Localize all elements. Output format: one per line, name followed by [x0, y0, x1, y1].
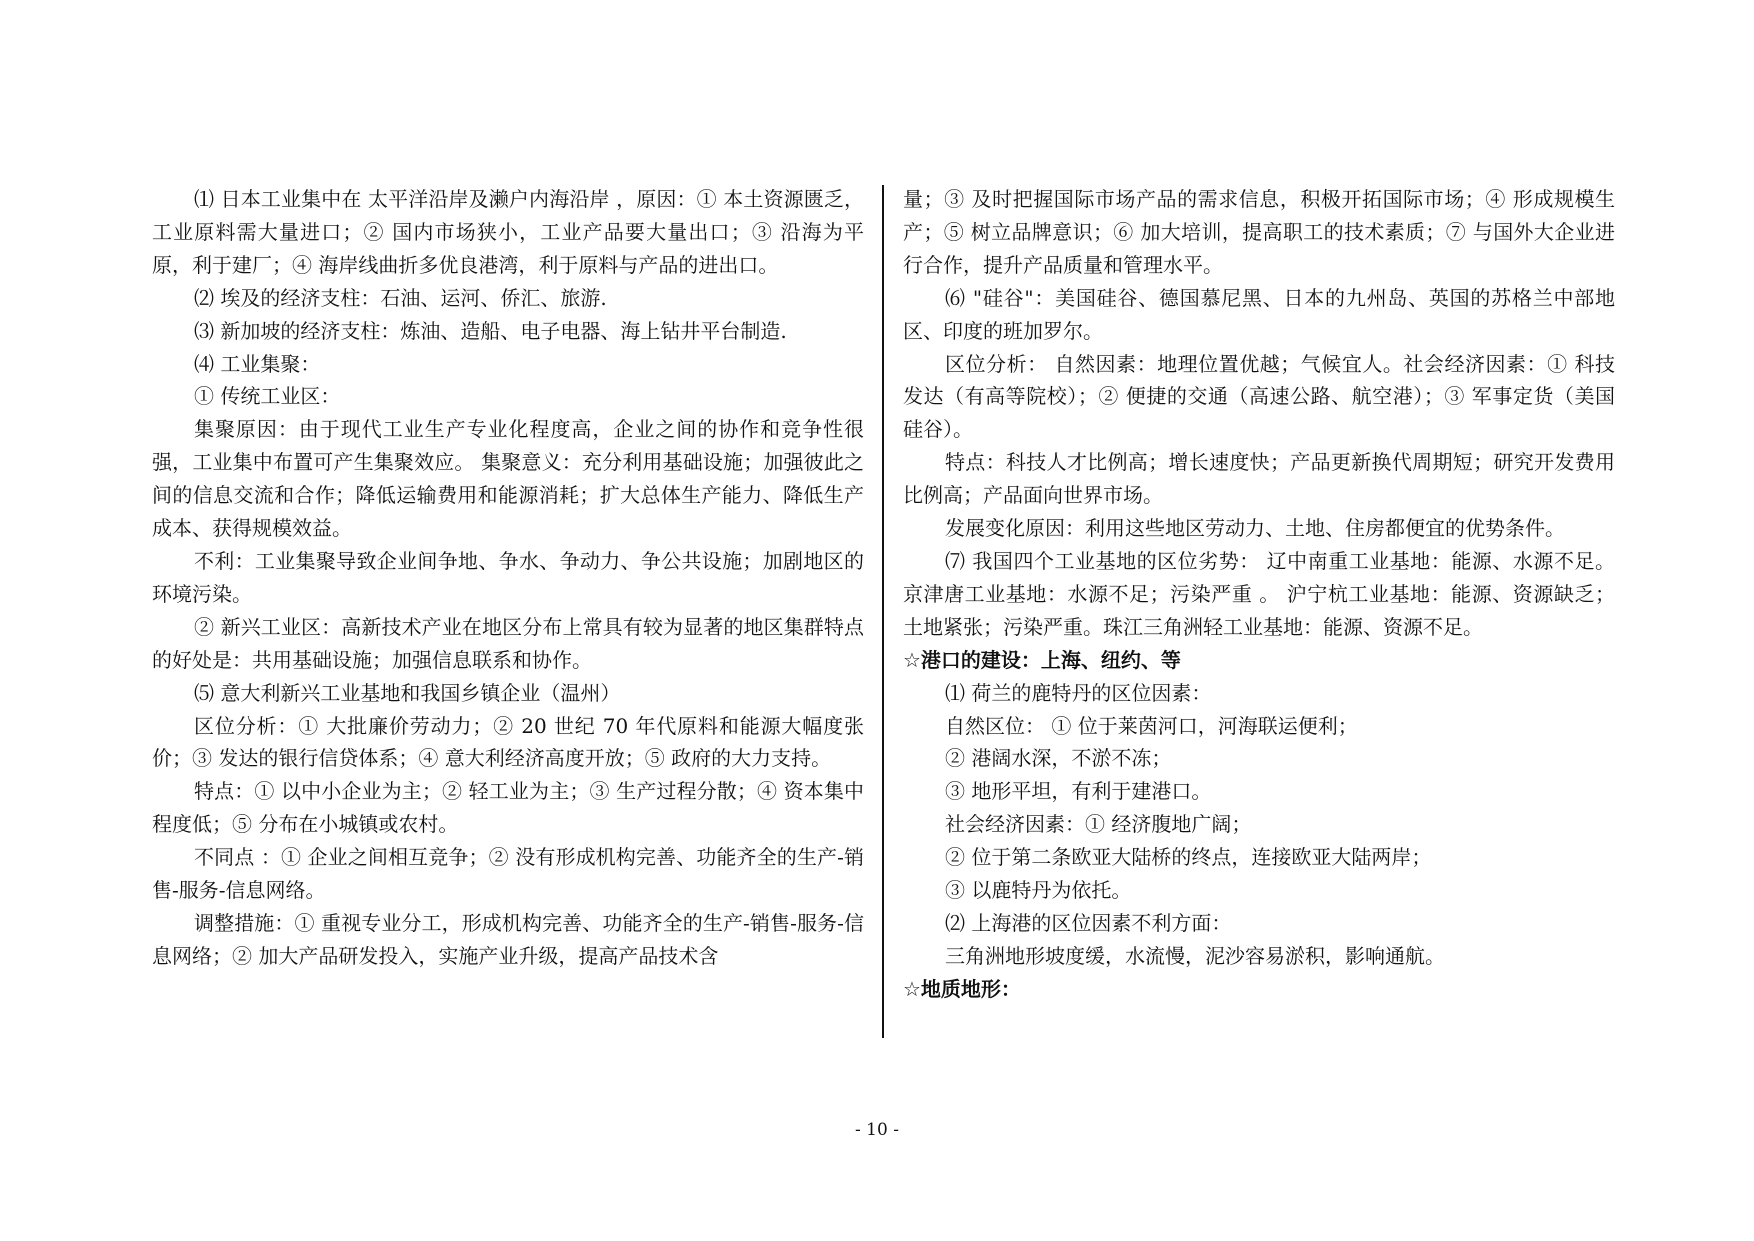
page-number: - 10 - — [855, 1120, 899, 1140]
left-column — [152, 183, 864, 973]
paragraph: 三角洲地形坡度缓，水流慢，泥沙容易淤积，影响通航。 — [945, 943, 1445, 968]
column-divider — [882, 185, 884, 1038]
section-heading: ☆地质地形： — [903, 976, 1021, 1001]
paragraph: ⑸ 意大利新兴工业基地和我国乡镇企业（温州） — [194, 680, 621, 705]
right-column — [903, 183, 1615, 1006]
paragraph: 发展变化原因：利用这些地区劳动力、土地、住房都便宜的优势条件。 — [945, 516, 1565, 541]
paragraph: 特点：科技人才比例高；增长速度快；产品更新换代周期短；研究开发费用比例高；产品面向世界市场。 — [903, 450, 1615, 508]
paragraph: ② 位于第二条欧亚大陆桥的终点，连接欧亚大陆两岸； — [945, 845, 1432, 870]
paragraph: ② 新兴工业区：高新技术产业在地区分布上常具有较为显著的地区集群特点的好处是：共用基础设施；加强信息联系和协作。 — [152, 614, 864, 672]
paragraph: ⑶ 新加坡的经济支柱：炼油、造船、电子电器、海上钻井平台制造. — [194, 318, 787, 343]
paragraph: ⑴ 日本工业集中在 太平洋沿岸及濑户内海沿岸 ，原因：① 本土资源匮乏，工业原料需大量进口；② 国内市场狭小，工业产品要大量出口；③ 沿海为平原，利于建厂；④ 海岸线曲折多优良港湾，利于原料与产品的进出口。 — [152, 187, 864, 277]
paragraph: ⑷ 工业集聚： — [194, 351, 321, 376]
section-heading: ☆港口的建设：上海、纽约、等 — [903, 647, 1181, 672]
paragraph: 自然区位： ① 位于莱茵河口，河海联运便利； — [945, 713, 1358, 738]
paragraph: 特点：① 以中小企业为主；② 轻工业为主；③ 生产过程分散；④ 资本集中程度低；⑤ 分布在小城镇或农村。 — [152, 779, 864, 837]
paragraph: 社会经济因素：① 经济腹地广阔； — [945, 812, 1252, 837]
paragraph: 区位分析：① 大批廉价劳动力；② 20 世纪 70 年代原料和能源大幅度张价；③ 发达的银行信贷体系；④ 意大利经济高度开放；⑤ 政府的大力支持。 — [152, 713, 864, 771]
paragraph: ⑹ "硅谷"：美国硅谷、德国慕尼黑、日本的九州岛、英国的苏格兰中部地区、印度的班加罗尔。 — [903, 285, 1615, 343]
paragraph: ③ 地形平坦，有利于建港口。 — [945, 779, 1212, 804]
paragraph: 不利：工业集聚导致企业间争地、争水、争动力、争公共设施；加剧地区的环境污染。 — [152, 548, 864, 606]
paragraph: ⑵ 上海港的区位因素不利方面： — [945, 910, 1232, 935]
paragraph: 集聚原因：由于现代工业生产专业化程度高，企业之间的协作和竞争性很强，工业集中布置可产生集聚效应。 集聚意义：充分利用基础设施；加强彼此之间的信息交流和合作；降低运输费用和能源消耗；扩大总体生产能力、降低生产成本、获得规模效益。 — [152, 417, 864, 541]
paragraph: 区位分析： 自然因素：地理位置优越；气候宜人。社会经济因素：① 科技发达（有高等院校）；② 便捷的交通（高速公路、航空港）；③ 军事定货（美国硅谷）。 — [903, 351, 1615, 442]
paragraph: ⑵ 埃及的经济支柱：石油、运河、侨汇、旅游. — [194, 285, 607, 310]
paragraph: 量；③ 及时把握国际市场产品的需求信息，积极开拓国际市场；④ 形成规模生产；⑤ 树立品牌意识；⑥ 加大培训，提高职工的技术素质；⑦ 与国外大企业进行合作，提升产品质量和管理水平。 — [903, 187, 1615, 277]
paragraph: ⑺ 我国四个工业基地的区位劣势： 辽中南重工业基地：能源、水源不足。 京津唐工业基地：水源不足；污染严重 。 沪宁杭工业基地：能源、资源缺乏；土地紧张；污染严重。珠江三角洲轻工业基地：能源、资源不足。 — [903, 548, 1615, 639]
paragraph: ③ 以鹿特丹为依托。 — [945, 878, 1132, 903]
paragraph: ② 港阔水深，不淤不冻； — [945, 746, 1172, 771]
paragraph: ⑴ 荷兰的鹿特丹的区位因素： — [945, 680, 1212, 705]
paragraph: 调整措施：① 重视专业分工，形成机构完善、功能齐全的生产-销售-服务-信息网络；② 加大产品研发投入，实施产业升级，提高产品技术含 — [152, 910, 864, 968]
paragraph: ① 传统工业区： — [194, 384, 341, 409]
paragraph: 不同点 ：① 企业之间相互竞争；② 没有形成机构完善、功能齐全的生产-销售-服务-信息网络。 — [152, 845, 864, 903]
